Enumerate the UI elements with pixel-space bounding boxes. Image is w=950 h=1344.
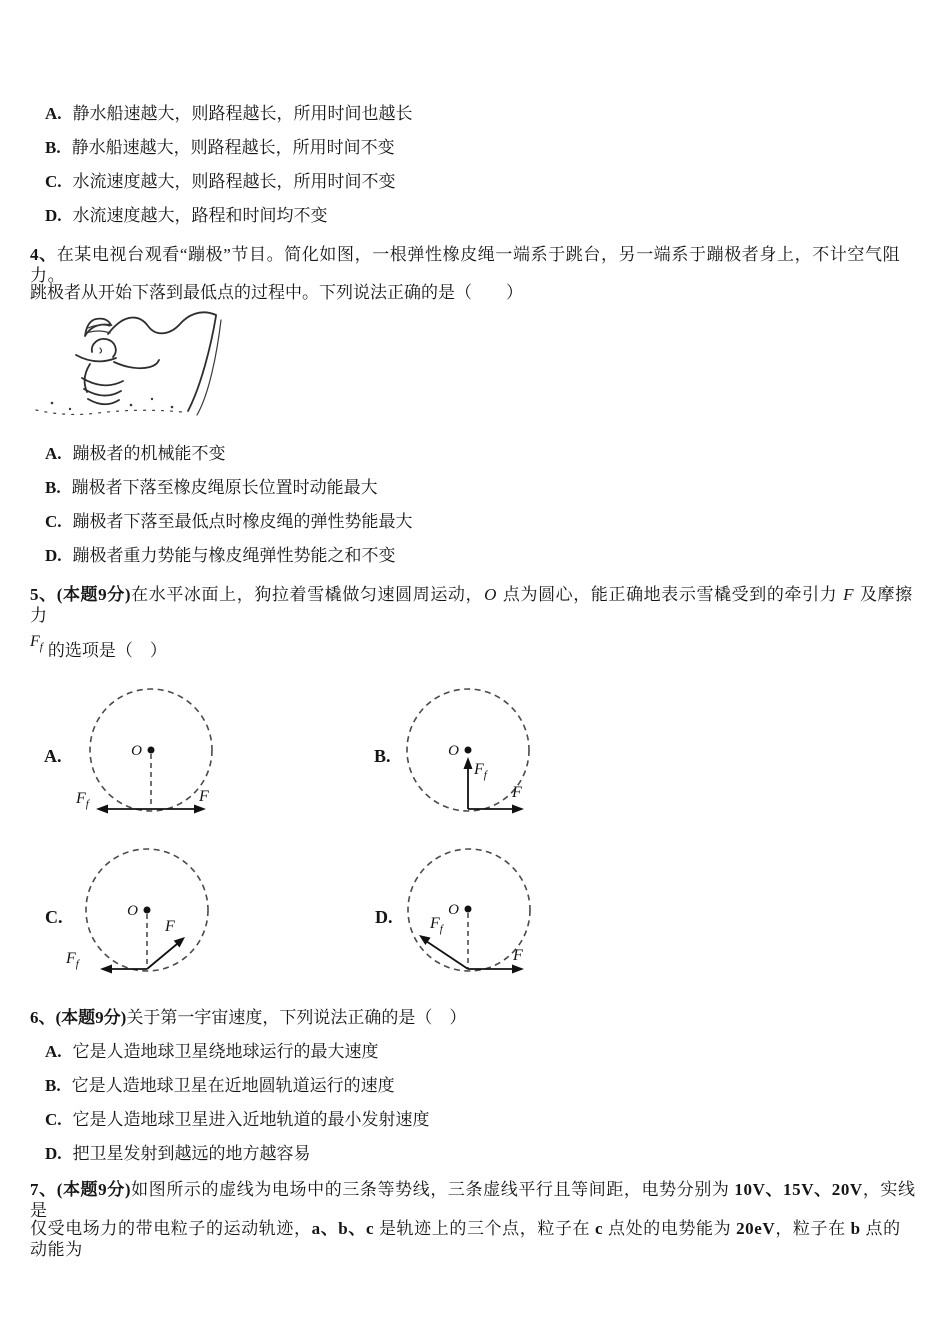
q4-text-line1: 4、在某电视台观看“蹦极”节目。简化如图，一根弹性橡皮绳一端系于跳台，另一端系于蹦极者身上，不计空气阻力。 (30, 245, 901, 285)
center-dot (465, 747, 472, 754)
force-diagram-c (38, 846, 228, 998)
q7-text-line1: 7、(本题9分)如图所示的虚线为电场中的三条等势线，三条虚线平行且等间距，电势分别为 10V、15V、20V，实线是 (30, 1180, 916, 1220)
friction-force-label: $F_f$ (430, 915, 443, 935)
option-letter: D. (45, 546, 62, 565)
q5-line2-text: 的选项是（ ） (47, 641, 167, 660)
ground-speck (151, 398, 153, 400)
center-o-label: O (448, 902, 459, 918)
option-letter: A. (45, 1042, 62, 1061)
q4-option-a (45, 443, 915, 464)
center-dot (465, 906, 472, 913)
q4-option-d (45, 545, 915, 566)
q6-option-a (45, 1041, 915, 1062)
q6-option-c (45, 1109, 915, 1130)
option-text: 它是人造地球卫星在近地圆轨道运行的速度 (71, 1076, 395, 1095)
jumper-body-coils (82, 378, 123, 404)
option-text: 蹦极者的机械能不变 (72, 444, 226, 463)
pull-force-label: F (512, 784, 522, 801)
friction-force-label: $F_f$ (76, 790, 89, 810)
center-dot (148, 747, 155, 754)
option-letter: B. (45, 1076, 61, 1095)
option-text: 蹦极者重力势能与橡皮绳弹性势能之和不变 (72, 546, 396, 565)
bungee-rope (108, 312, 216, 334)
option-text: 静水船速越大，则路程越长，所用时间不变 (71, 138, 395, 157)
jumper-face-line (76, 355, 116, 361)
q6-option-d (45, 1143, 915, 1164)
jumper-head (92, 339, 116, 357)
q4-text-line2: 跳极者从开始下落到最低点的过程中。下列说法正确的是（ ） (30, 283, 523, 302)
jumper-arm (114, 360, 159, 368)
option-text: 它是人造地球卫星进入近地轨道的最小发射速度 (72, 1110, 430, 1129)
q4-option-c (45, 511, 915, 532)
q3-option-d (45, 205, 915, 226)
friction-arrowhead (100, 965, 112, 974)
option-letter: A. (45, 104, 62, 123)
force-diagram-d (360, 846, 550, 998)
option-text: 水流速度越大，路程和时间均不变 (72, 206, 328, 225)
option-text: 把卫星发射到越远的地方越容易 (72, 1144, 311, 1163)
option-text: 它是人造地球卫星绕地球运行的最大速度 (72, 1042, 379, 1061)
q5-text-line1: 5、(本题9分)在水平冰面上，狗拉着雪橇做匀速圆周运动，O 点为圆心，能正确地表示雪橇受到的牵引力 F 及摩擦力 (30, 585, 913, 625)
diagram-letter: C. (45, 907, 63, 927)
center-dot (144, 907, 151, 914)
q7-text-line2: 仅受电场力的带电粒子的运动轨迹，a、b、c 是轨迹上的三个点，粒子在 c 点处的电势能为 20eV，粒子在 b 点的动能为 (30, 1219, 901, 1259)
friction-arrow-line (426, 941, 468, 969)
option-text: 蹦极者下落至橡皮绳原长位置时动能最大 (71, 478, 378, 497)
ground-speck (69, 408, 71, 410)
center-o-label: O (448, 743, 459, 759)
ground-line (36, 410, 182, 414)
option-letter: C. (45, 172, 62, 191)
q4-option-b (45, 477, 915, 498)
option-text: 静水船速越大，则路程越长，所用时间也越长 (72, 104, 413, 123)
q3-option-c (45, 171, 915, 192)
option-letter: A. (45, 444, 62, 463)
force-arrowhead (194, 805, 206, 814)
jumper-body-edge (85, 364, 90, 392)
friction-force-label: $F_f$ (66, 950, 79, 970)
friction-force-label: $F_f$ (474, 761, 487, 781)
ground-speck (51, 402, 54, 405)
q3-option-a (45, 103, 915, 124)
platform-curve-outer (188, 316, 216, 411)
q5-text-line2 (30, 633, 918, 668)
force-arrowhead (512, 805, 524, 814)
ff-symbol: $F_f$ (30, 633, 43, 654)
pull-force-label: F (513, 947, 523, 964)
option-letter: D. (45, 206, 62, 225)
friction-arrowhead (96, 805, 108, 814)
force-arrowhead (512, 965, 524, 974)
ground-speck (130, 404, 133, 407)
friction-arrowhead (464, 757, 473, 769)
center-o-label: O (131, 743, 142, 759)
q6-text-line1: 6、(本题9分)关于第一宇宙速度，下列说法正确的是（ ） (30, 1008, 467, 1027)
diagram-letter: D. (375, 907, 393, 927)
platform-curve-inner (197, 320, 221, 415)
center-o-label: O (127, 903, 138, 919)
option-letter: B. (45, 478, 61, 497)
option-letter: B. (45, 138, 61, 157)
pull-force-label: F (165, 918, 175, 935)
option-letter: C. (45, 1110, 62, 1129)
diagram-letter: A. (44, 746, 62, 766)
q6-option-b (45, 1075, 915, 1096)
force-arrow-line (147, 944, 177, 969)
pull-force-label: F (199, 788, 209, 805)
force-diagram-a (38, 686, 228, 838)
option-text: 蹦极者下落至最低点时橡皮绳的弹性势能最大 (72, 512, 413, 531)
bungee-jumper-sketch (30, 306, 240, 431)
diagram-letter: B. (374, 746, 391, 766)
q3-option-b (45, 137, 915, 158)
option-text: 水流速度越大，则路程越长，所用时间不变 (72, 172, 396, 191)
ground-speck (171, 406, 174, 409)
option-letter: C. (45, 512, 62, 531)
jumper-eye (100, 348, 102, 353)
force-diagram-b (360, 686, 550, 838)
option-letter: D. (45, 1144, 62, 1163)
